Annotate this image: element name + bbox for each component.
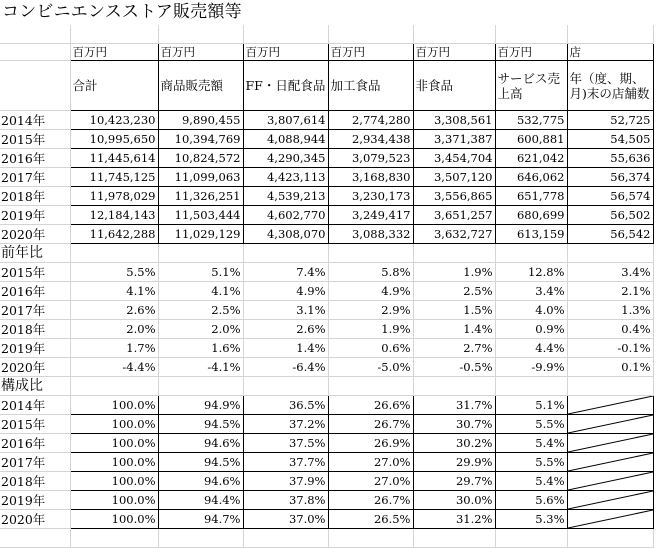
value-cell[interactable]: 10,423,230	[70, 111, 158, 130]
value-cell[interactable]: 100.0%	[70, 453, 158, 472]
unit-cell[interactable]: 百万円	[495, 44, 567, 61]
empty-cell	[70, 25, 158, 44]
table-row	[0, 130, 653, 149]
value-cell[interactable]: 4.1%	[158, 282, 243, 301]
value-cell[interactable]: 5.5%	[495, 415, 567, 434]
value-cell[interactable]: 3,371,387	[413, 130, 495, 149]
value-cell[interactable]: 3.1%	[243, 301, 328, 320]
unit-cell[interactable]: 百万円	[158, 44, 243, 61]
value-cell[interactable]: 12,184,143	[70, 206, 158, 225]
year-label[interactable]: 2018年	[0, 472, 70, 491]
value-cell[interactable]: 651,778	[495, 187, 567, 206]
value-cell[interactable]: 2,934,438	[328, 130, 413, 149]
year-label[interactable]: 2016年	[0, 282, 70, 301]
value-cell[interactable]: 36.5%	[243, 396, 328, 415]
empty-cell	[413, 25, 495, 44]
value-cell[interactable]: -4.1%	[158, 358, 243, 377]
column-header[interactable]: サービス売上高	[495, 61, 567, 111]
value-cell[interactable]: 3,308,561	[413, 111, 495, 130]
value-cell[interactable]: 0.1%	[567, 358, 653, 377]
empty-cell	[567, 244, 653, 263]
value-cell[interactable]: 30.0%	[413, 491, 495, 510]
year-label[interactable]: 2020年	[0, 510, 70, 529]
value-cell[interactable]: 3,168,830	[328, 168, 413, 187]
value-cell[interactable]: 5.1%	[495, 396, 567, 415]
value-cell[interactable]: 11,745,125	[70, 168, 158, 187]
empty-cell	[328, 377, 413, 396]
empty-cell	[495, 244, 567, 263]
diagonal-line-icon	[568, 396, 653, 414]
value-cell[interactable]: 94.9%	[158, 396, 243, 415]
value-cell[interactable]: 4,308,070	[243, 225, 328, 244]
value-cell[interactable]: 3,230,173	[328, 187, 413, 206]
empty-cell	[70, 377, 158, 396]
value-cell[interactable]: 5.5%	[70, 263, 158, 282]
value-cell[interactable]: 680,699	[495, 206, 567, 225]
empty-cell	[567, 529, 653, 548]
value-cell[interactable]: -0.1%	[567, 339, 653, 358]
table-row	[0, 415, 653, 434]
value-cell[interactable]: 37.2%	[243, 415, 328, 434]
value-cell[interactable]: 94.5%	[158, 453, 243, 472]
empty-cell	[567, 377, 653, 396]
diagonal-line-icon	[568, 453, 653, 471]
table-row	[0, 149, 653, 168]
empty-cell	[328, 529, 413, 548]
value-cell[interactable]: 11,029,129	[158, 225, 243, 244]
table-row	[0, 282, 653, 301]
value-cell[interactable]: 37.7%	[243, 453, 328, 472]
value-cell[interactable]: 3,079,523	[328, 149, 413, 168]
value-cell[interactable]: 1.9%	[413, 263, 495, 282]
diagonal-line-icon	[568, 434, 653, 452]
value-cell[interactable]: 3,807,614	[243, 111, 328, 130]
value-cell[interactable]: 100.0%	[70, 434, 158, 453]
value-cell[interactable]: 0.6%	[328, 339, 413, 358]
year-label[interactable]: 2019年	[0, 206, 70, 225]
value-cell[interactable]: 94.4%	[158, 491, 243, 510]
year-label[interactable]: 2017年	[0, 453, 70, 472]
value-cell[interactable]: 4.9%	[328, 282, 413, 301]
value-cell[interactable]: -4.4%	[70, 358, 158, 377]
empty-cell	[70, 244, 158, 263]
value-cell[interactable]: 3,088,332	[328, 225, 413, 244]
table-row	[0, 320, 653, 339]
table-row	[0, 396, 653, 415]
value-cell[interactable]: 3,632,727	[413, 225, 495, 244]
year-label[interactable]: 2020年	[0, 358, 70, 377]
value-cell[interactable]: 94.5%	[158, 415, 243, 434]
value-cell[interactable]: 4,290,345	[243, 149, 328, 168]
value-cell[interactable]: 94.6%	[158, 472, 243, 491]
value-cell[interactable]: -5.0%	[328, 358, 413, 377]
value-cell[interactable]: 54,505	[567, 130, 653, 149]
table-row	[0, 358, 653, 377]
section-label-yoy[interactable]: 前年比	[0, 244, 70, 263]
value-cell[interactable]: 55,636	[567, 149, 653, 168]
table-row	[0, 206, 653, 225]
corner-cell	[0, 44, 70, 61]
year-label[interactable]: 2016年	[0, 434, 70, 453]
table-row	[0, 187, 653, 206]
value-cell[interactable]: 621,042	[495, 149, 567, 168]
value-cell[interactable]: 2.9%	[328, 301, 413, 320]
value-cell[interactable]: 29.9%	[413, 453, 495, 472]
value-cell[interactable]: 27.0%	[328, 472, 413, 491]
diagonal-line-icon	[568, 472, 653, 490]
empty-cell	[243, 529, 328, 548]
value-cell[interactable]: 12.8%	[495, 263, 567, 282]
header-row	[0, 61, 653, 111]
sheet-title: コンビニエンスストア販売額等	[2, 2, 242, 22]
value-cell[interactable]: 10,995,650	[70, 130, 158, 149]
value-cell[interactable]: 7.4%	[243, 263, 328, 282]
value-cell[interactable]: 646,062	[495, 168, 567, 187]
value-cell[interactable]: 26.6%	[328, 396, 413, 415]
unit-cell[interactable]: 百万円	[70, 44, 158, 61]
empty-cell	[158, 529, 243, 548]
year-label[interactable]: 2018年	[0, 320, 70, 339]
empty-cell	[243, 377, 328, 396]
column-header[interactable]: 合計	[70, 61, 158, 111]
value-cell[interactable]: 30.2%	[413, 434, 495, 453]
diagonal-strike-cell[interactable]	[567, 453, 653, 472]
value-cell[interactable]: 4,088,944	[243, 130, 328, 149]
table-row	[0, 111, 653, 130]
value-cell[interactable]: 532,775	[495, 111, 567, 130]
value-cell[interactable]: 3,556,865	[413, 187, 495, 206]
year-label[interactable]: 2020年	[0, 225, 70, 244]
value-cell[interactable]: 26.7%	[328, 491, 413, 510]
empty-cell	[0, 529, 70, 548]
value-cell[interactable]: 52,725	[567, 111, 653, 130]
value-cell[interactable]: 56,502	[567, 206, 653, 225]
value-cell[interactable]: 2.6%	[243, 320, 328, 339]
value-cell[interactable]: 37.0%	[243, 510, 328, 529]
value-cell[interactable]: 1.4%	[243, 339, 328, 358]
table-row	[0, 491, 653, 510]
empty-cell	[413, 244, 495, 263]
unit-cell[interactable]: 百万円	[413, 44, 495, 61]
value-cell[interactable]: 4.0%	[495, 301, 567, 320]
table-row	[0, 472, 653, 491]
value-cell[interactable]: 4,423,113	[243, 168, 328, 187]
empty-cell	[158, 244, 243, 263]
value-cell[interactable]: 11,326,251	[158, 187, 243, 206]
value-cell[interactable]: 1.3%	[567, 301, 653, 320]
section-row	[0, 377, 653, 396]
year-label[interactable]: 2015年	[0, 130, 70, 149]
empty-cell	[495, 377, 567, 396]
value-cell[interactable]: 5.6%	[495, 491, 567, 510]
table-row	[0, 263, 653, 282]
value-cell[interactable]: 37.5%	[243, 434, 328, 453]
value-cell[interactable]: 56,374	[567, 168, 653, 187]
unit-cell[interactable]: 店	[567, 44, 653, 61]
table-row	[0, 168, 653, 187]
empty-cell	[413, 529, 495, 548]
value-cell[interactable]: 5.4%	[495, 434, 567, 453]
value-cell[interactable]: 2.0%	[158, 320, 243, 339]
column-header[interactable]: 非食品	[413, 61, 495, 111]
value-cell[interactable]: 11,978,029	[70, 187, 158, 206]
value-cell[interactable]: 2.5%	[413, 282, 495, 301]
diagonal-strike-cell[interactable]	[567, 491, 653, 510]
value-cell[interactable]: 10,394,769	[158, 130, 243, 149]
blank-row	[0, 25, 653, 44]
value-cell[interactable]: 11,503,444	[158, 206, 243, 225]
value-cell[interactable]: 5.1%	[158, 263, 243, 282]
diagonal-line-icon	[568, 415, 653, 433]
value-cell[interactable]: 10,824,572	[158, 149, 243, 168]
value-cell[interactable]: 2.7%	[413, 339, 495, 358]
year-label[interactable]: 2015年	[0, 415, 70, 434]
value-cell[interactable]: 94.6%	[158, 434, 243, 453]
value-cell[interactable]: 37.8%	[243, 491, 328, 510]
value-cell[interactable]: 4.4%	[495, 339, 567, 358]
value-cell[interactable]: 1.5%	[413, 301, 495, 320]
value-cell[interactable]: 9,890,455	[158, 111, 243, 130]
table-row	[0, 301, 653, 320]
corner-cell	[0, 61, 70, 111]
value-cell[interactable]: 613,159	[495, 225, 567, 244]
empty-cell	[158, 25, 243, 44]
value-cell[interactable]: 3.4%	[495, 282, 567, 301]
diagonal-strike-cell[interactable]	[567, 396, 653, 415]
diagonal-line-icon	[568, 510, 653, 528]
value-cell[interactable]: 100.0%	[70, 396, 158, 415]
table-row	[0, 510, 653, 529]
value-cell[interactable]: 94.7%	[158, 510, 243, 529]
value-cell[interactable]: 26.7%	[328, 415, 413, 434]
value-cell[interactable]: 0.9%	[495, 320, 567, 339]
value-cell[interactable]: 100.0%	[70, 491, 158, 510]
value-cell[interactable]: 56,542	[567, 225, 653, 244]
diagonal-strike-cell[interactable]	[567, 510, 653, 529]
empty-cell	[495, 25, 567, 44]
value-cell[interactable]: 4,602,770	[243, 206, 328, 225]
section-row	[0, 244, 653, 263]
column-header[interactable]: FF・日配食品	[243, 61, 328, 111]
value-cell[interactable]: 2.6%	[70, 301, 158, 320]
empty-cell	[328, 25, 413, 44]
value-cell[interactable]: 27.0%	[328, 453, 413, 472]
value-cell[interactable]: 26.9%	[328, 434, 413, 453]
value-cell[interactable]: 1.7%	[70, 339, 158, 358]
diagonal-strike-cell[interactable]	[567, 434, 653, 453]
diagonal-line-icon	[568, 491, 653, 509]
empty-cell	[567, 25, 653, 44]
diagonal-strike-cell[interactable]	[567, 415, 653, 434]
column-header[interactable]: 商品販売額	[158, 61, 243, 111]
year-label[interactable]: 2018年	[0, 187, 70, 206]
value-cell[interactable]: 3,249,417	[328, 206, 413, 225]
table-row	[0, 453, 653, 472]
value-cell[interactable]: 2.5%	[158, 301, 243, 320]
table-row	[0, 339, 653, 358]
value-cell[interactable]: 4.9%	[243, 282, 328, 301]
year-label[interactable]: 2019年	[0, 491, 70, 510]
diagonal-strike-cell[interactable]	[567, 472, 653, 491]
section-label-composition[interactable]: 構成比	[0, 377, 70, 396]
value-cell[interactable]: 5.5%	[495, 453, 567, 472]
year-label[interactable]: 2019年	[0, 339, 70, 358]
year-label[interactable]: 2015年	[0, 263, 70, 282]
value-cell[interactable]: 5.8%	[328, 263, 413, 282]
value-cell[interactable]: 100.0%	[70, 472, 158, 491]
unit-cell[interactable]: 百万円	[243, 44, 328, 61]
value-cell[interactable]: 600,881	[495, 130, 567, 149]
year-label[interactable]: 2014年	[0, 111, 70, 130]
value-cell[interactable]: 100.0%	[70, 415, 158, 434]
value-cell[interactable]: 11,642,288	[70, 225, 158, 244]
empty-cell	[495, 529, 567, 548]
value-cell[interactable]: 4,539,213	[243, 187, 328, 206]
value-cell[interactable]: 26.5%	[328, 510, 413, 529]
value-cell[interactable]: 11,099,063	[158, 168, 243, 187]
value-cell[interactable]: 1.9%	[328, 320, 413, 339]
value-cell[interactable]: 3,507,120	[413, 168, 495, 187]
value-cell[interactable]: 2.1%	[567, 282, 653, 301]
value-cell[interactable]: 5.4%	[495, 472, 567, 491]
data-table	[0, 25, 654, 548]
value-cell[interactable]: 4.1%	[70, 282, 158, 301]
value-cell[interactable]: 31.7%	[413, 396, 495, 415]
value-cell[interactable]: 2.0%	[70, 320, 158, 339]
value-cell[interactable]: 3.4%	[567, 263, 653, 282]
value-cell[interactable]: 31.2%	[413, 510, 495, 529]
value-cell[interactable]: -0.5%	[413, 358, 495, 377]
value-cell[interactable]: 11,445,614	[70, 149, 158, 168]
empty-cell	[243, 244, 328, 263]
value-cell[interactable]: 29.7%	[413, 472, 495, 491]
value-cell[interactable]: 2,774,280	[328, 111, 413, 130]
value-cell[interactable]: 3,651,257	[413, 206, 495, 225]
empty-cell	[0, 25, 70, 44]
value-cell[interactable]: -9.9%	[495, 358, 567, 377]
empty-cell	[70, 529, 158, 548]
value-cell[interactable]: 0.4%	[567, 320, 653, 339]
empty-cell	[158, 377, 243, 396]
year-label[interactable]: 2014年	[0, 396, 70, 415]
unit-cell[interactable]: 百万円	[328, 44, 413, 61]
value-cell[interactable]: 1.4%	[413, 320, 495, 339]
empty-cell	[243, 25, 328, 44]
year-label[interactable]: 2016年	[0, 149, 70, 168]
year-label[interactable]: 2017年	[0, 168, 70, 187]
column-header[interactable]: 加工食品	[328, 61, 413, 111]
table-row	[0, 434, 653, 453]
value-cell[interactable]: -6.4%	[243, 358, 328, 377]
value-cell[interactable]: 3,454,704	[413, 149, 495, 168]
value-cell[interactable]: 100.0%	[70, 510, 158, 529]
value-cell[interactable]: 56,574	[567, 187, 653, 206]
value-cell[interactable]: 37.9%	[243, 472, 328, 491]
empty-cell	[328, 244, 413, 263]
value-cell[interactable]: 30.7%	[413, 415, 495, 434]
value-cell[interactable]: 5.3%	[495, 510, 567, 529]
value-cell[interactable]: 1.6%	[158, 339, 243, 358]
empty-cell	[413, 377, 495, 396]
column-header[interactable]: 年（度、期、月)末の店舗数	[567, 61, 653, 111]
table-row	[0, 225, 653, 244]
unit-row	[0, 44, 653, 61]
blank-row	[0, 529, 653, 548]
year-label[interactable]: 2017年	[0, 301, 70, 320]
